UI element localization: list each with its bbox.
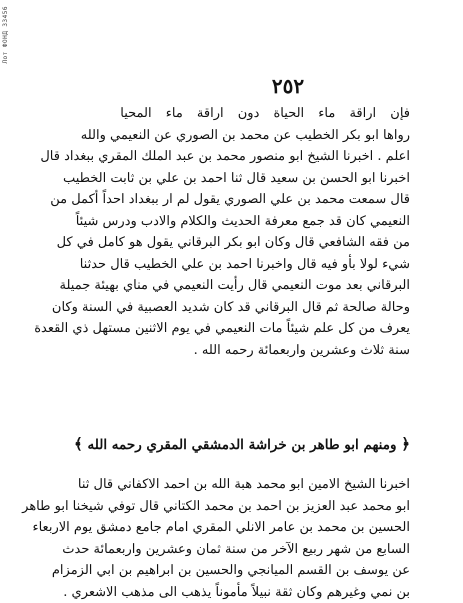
text-line: بن نمي وغيرهم وكان ثقة نبيلاً مأموناً يذهب الى مذهب الاشعري . — [112, 582, 410, 603]
text-line: من فقه الشافعي قال وكان ابو بكر البرقاني يقول هو كامل في كل — [112, 232, 410, 254]
verse-line: فإن اراقة ماء الحياة دون اراقة ماء المحيا — [112, 103, 410, 125]
text-line: سنة ثلاث وعشرين واربعمائة رحمه الله . — [112, 340, 410, 362]
text-line: اخبرنا الشيخ الامين ابو محمد هبة الله بن احمد الاكفاني قال ثنا — [112, 474, 410, 496]
section-heading — [112, 432, 410, 456]
text-line: يعرف من كل علم شيئاً مات النعيمي في يوم الاثنين مستهل ذي القعدة — [112, 318, 410, 340]
paragraph-block-2 — [112, 474, 410, 603]
text-line: النعيمي كان قد جمع معرفة الحديث والكلام والادب ودرس شيئاً — [112, 211, 410, 233]
paragraph-block-1 — [112, 103, 410, 361]
heading-open-bracket: ﴿ — [401, 435, 410, 453]
text-line: شيء لولا بأو فيه قال واخبرنا احمد بن علي الخطيب قال حدثنا — [112, 254, 410, 276]
text-line: عن يوسف بن القسم الميانجي والحسين بن ابراهيم بن ابي الزمزام — [112, 560, 410, 582]
heading-close-bracket: ﴾ — [74, 435, 83, 453]
text-line: البرقاني بعد موت النعيمي قال رأيت النعيمي في مناي بهيئة جميلة — [112, 275, 410, 297]
text-line: قال سمعت محمد بن علي الصوري يقول لم ار ببغداد احداً أكمل من — [112, 189, 410, 211]
page-number: ٢٥٢ — [258, 74, 318, 98]
text-line: وحالة صالحة ثم قال البرقاني قد كان شديد العصبية في السنة وكان — [112, 297, 410, 319]
text-line: ابو محمد عبد العزيز بن احمد بن محمد الكتاني قال توفي شيخنا ابو طاهر — [112, 496, 410, 518]
text-line: الحسين بن محمد بن عامر الانلي المقري امام جامع دمشق يوم الاربعاء — [112, 517, 410, 539]
text-line: السابع من شهر ربيع الآخر من سنة ثمان وعشرين واربعمائة حدث — [112, 539, 410, 561]
text-line: رواها ابو بكر الخطيب عن محمد بن الصوري عن النعيمي والله — [112, 125, 410, 147]
text-line: اخبرنا ابو الحسن بن سعيد قال ثنا احمد بن علي بن ثابت الخطيب — [112, 168, 410, 190]
heading-text: ومنهم ابو طاهر بن خراشة الدمشقي المقري رحمه الله — [88, 437, 397, 453]
archive-stamp: Лот ФОНД 33456 — [2, 6, 9, 64]
text-line: اعلم . اخبرنا الشيخ ابو منصور محمد بن عبد الملك المقري ببغداد قال — [112, 146, 410, 168]
